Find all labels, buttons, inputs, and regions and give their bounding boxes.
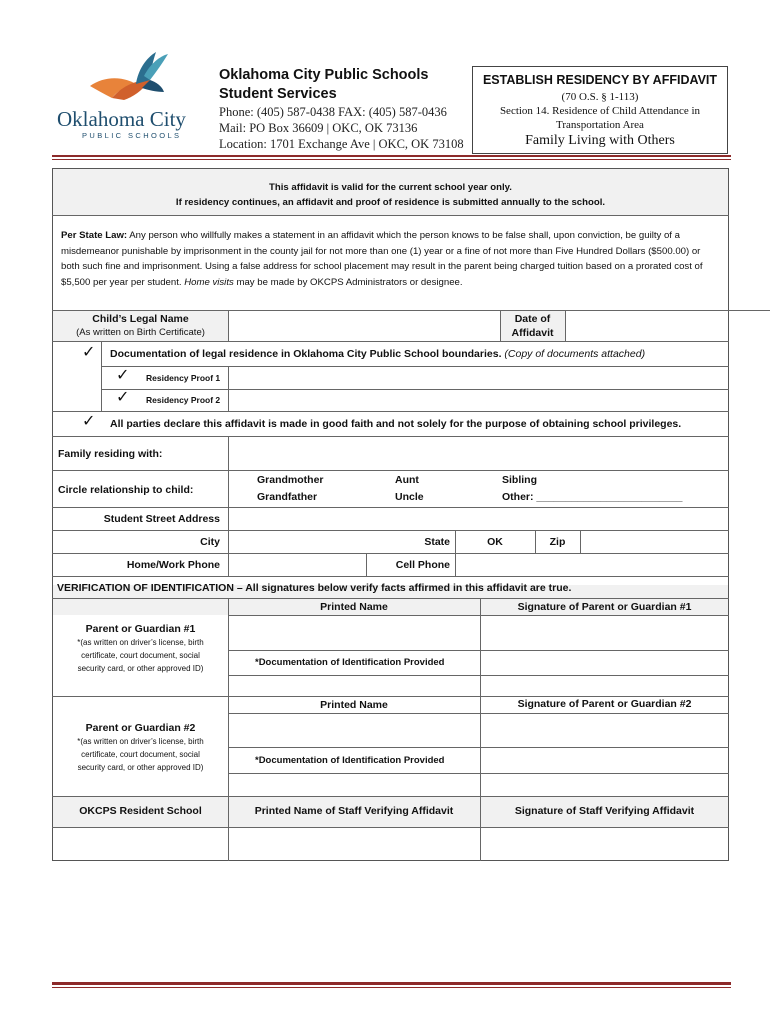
guardian-1-note-1: *(as written on driver’s license, birth — [77, 638, 204, 647]
residency-proof-1-label: Residency Proof 1 — [146, 373, 221, 383]
option-grandfather[interactable]: Grandfather — [257, 491, 318, 503]
city-label: City — [200, 536, 220, 548]
doc-id-label-1: *Documentation of Identification Provided — [255, 657, 445, 668]
guardian-1-note-3: security card, or other approved ID) — [77, 664, 204, 673]
notice-line1: This affidavit is valid for the current school year only. — [269, 182, 512, 193]
guardian-1-label: Parent or Guardian #1 — [85, 623, 196, 635]
guardian-2-note-1: *(as written on driver’s license, birth — [77, 737, 204, 746]
family-residing-field[interactable] — [229, 437, 728, 469]
date-label-1: Date of — [514, 313, 551, 325]
check-icon: ✓ — [82, 344, 96, 361]
staff-printed-name-field[interactable] — [229, 828, 479, 860]
section-line1: Section 14. Residence of Child Attendance in — [499, 105, 701, 117]
staff-printed-name-label: Printed Name of Staff Verifying Affidavit — [254, 805, 454, 817]
zip-field[interactable] — [581, 531, 728, 552]
org-department: Student Services — [219, 86, 337, 102]
home-visits: Home visits — [184, 276, 234, 288]
resident-school-label: OKCPS Resident School — [79, 805, 202, 817]
check-icon: ✓ — [116, 389, 130, 406]
option-aunt[interactable]: Aunt — [395, 474, 419, 486]
home-phone-label: Home/Work Phone — [126, 559, 220, 571]
statute: (70 O.S. § 1-113) — [561, 91, 639, 103]
law-text1: Any person who willfully makes a statement in an affidavit which the person knows to be false shall, upon conviction, be guilty of a misdemeanor punishable by imprisonment in the county jail for not more than one (1) year or a fine of not more than Five Hundred Dollars ($500.00) or both such fine and imprisonment. Using a false address for school placement may result in the parent being charged tuition based on a prorated cost of $5,500 per year per student. — [61, 230, 703, 288]
documentation-text: Documentation of legal residence in Oklahoma City Public School boundaries. (Copy of documents attached) — [110, 348, 646, 360]
circle-relationship-label: Circle relationship to child: — [58, 484, 194, 496]
check-icon: ✓ — [116, 367, 130, 384]
header-divider — [52, 155, 731, 157]
signature-guardian-2-label: Signature of Parent or Guardian #2 — [517, 698, 692, 710]
location-line: Location: 1701 Exchange Ave | OKC, OK 73108 — [219, 137, 464, 151]
guardian-1-note-2: certificate, court document, social — [81, 651, 200, 660]
footer-divider — [52, 982, 731, 985]
option-other[interactable]: Other: _________________________ — [502, 491, 683, 503]
date-label-2: Affidavit — [511, 327, 554, 339]
resident-school-field[interactable] — [53, 828, 227, 860]
zip-label: Zip — [549, 536, 566, 548]
signature-field-2[interactable] — [481, 714, 728, 746]
staff-signature-label: Signature of Staff Verifying Affidavit — [514, 805, 695, 817]
state-label: State — [424, 536, 450, 548]
form-title: ESTABLISH RESIDENCY BY AFFIDAVIT — [482, 73, 718, 87]
family-heading: Family Living with Others — [525, 133, 675, 148]
child-name-field[interactable] — [229, 312, 499, 340]
family-residing-label: Family residing with: — [58, 448, 163, 460]
signature-guardian-1-label: Signature of Parent or Guardian #1 — [517, 601, 692, 613]
okcps-logo — [52, 46, 202, 141]
notice-line2: If residency continues, an affidavit and proof of residence is submitted annually to the school. — [175, 197, 606, 208]
law-text2: may be made by OKCPS Administrators or designee. — [233, 276, 463, 288]
residency-proof-1-field[interactable] — [229, 367, 728, 388]
home-phone-field[interactable] — [229, 554, 365, 575]
guardian-2-label: Parent or Guardian #2 — [85, 722, 196, 734]
state-value: OK — [487, 536, 503, 548]
child-name-sublabel: (As written on Birth Certificate) — [76, 327, 205, 338]
street-address-label: Student Street Address — [103, 513, 220, 525]
staff-signature-field[interactable] — [481, 828, 728, 860]
option-grandmother[interactable]: Grandmother — [257, 474, 324, 486]
svg-text:PUBLIC SCHOOLS: PUBLIC SCHOOLS — [82, 131, 182, 140]
bird-icon — [90, 52, 168, 100]
footer-divider-thin — [52, 987, 731, 988]
guardian-2-note-3: security card, or other approved ID) — [77, 763, 204, 772]
printed-name-field-1[interactable] — [229, 616, 479, 649]
guardian-2-note-2: certificate, court document, social — [81, 750, 200, 759]
title-box — [472, 66, 728, 154]
printed-name-field-2[interactable] — [229, 714, 479, 746]
state-law-paragraph — [61, 228, 721, 290]
residency-proof-2-field[interactable] — [229, 390, 728, 410]
cell-phone-field[interactable] — [456, 554, 728, 575]
svg-text:Oklahoma City: Oklahoma City — [57, 107, 186, 131]
street-address-field[interactable] — [229, 508, 728, 529]
phone-line: Phone: (405) 587-0438 FAX: (405) 587-0436 — [219, 105, 447, 119]
printed-name-label-1: Printed Name — [320, 601, 388, 613]
section-line2: Transportation Area — [556, 119, 644, 131]
doc-id-field-1[interactable] — [229, 676, 479, 695]
date-field[interactable] — [566, 312, 728, 340]
option-uncle[interactable]: Uncle — [395, 491, 424, 503]
child-name-label: Child’s Legal Name — [92, 313, 189, 325]
residency-proof-2-label: Residency Proof 2 — [146, 395, 221, 405]
cell-phone-label: Cell Phone — [395, 559, 450, 571]
mail-line: Mail: PO Box 36609 | OKC, OK 73136 — [219, 121, 418, 135]
org-name: Oklahoma City Public Schools — [219, 67, 429, 83]
check-icon: ✓ — [82, 413, 96, 430]
doc-id-label-2: *Documentation of Identification Provided — [255, 755, 445, 766]
good-faith-text: All parties declare this affidavit is made in good faith and not solely for the purpose of obtaining school privileges. — [110, 418, 682, 430]
verification-header: VERIFICATION OF IDENTIFICATION – All signatures below verify facts affirmed in this affidavit are true. — [57, 582, 572, 594]
law-label: Per State Law: — [61, 230, 128, 241]
header-divider-thin — [52, 159, 731, 160]
option-sibling[interactable]: Sibling — [502, 474, 537, 486]
signature-field-1[interactable] — [481, 616, 728, 649]
doc-id-field-2[interactable] — [229, 774, 479, 795]
printed-name-label-2: Printed Name — [320, 699, 388, 711]
